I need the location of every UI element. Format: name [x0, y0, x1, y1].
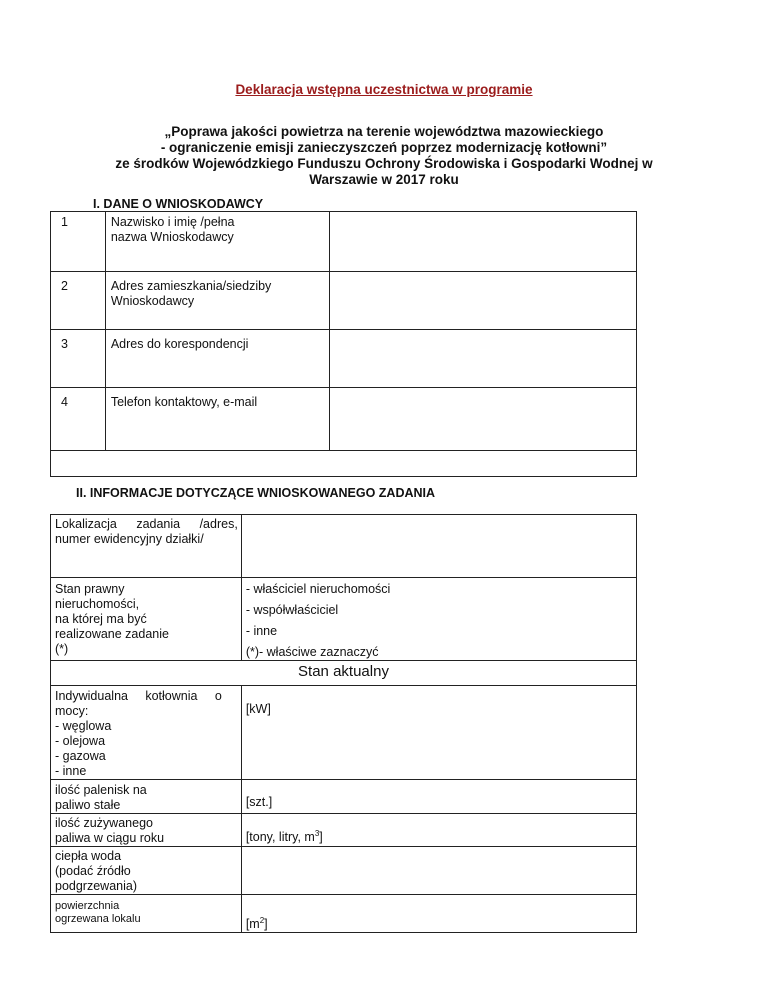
table-row — [51, 515, 637, 578]
label-line: na której ma być — [55, 612, 147, 626]
unit-bracket: ] — [319, 830, 323, 845]
section1-heading: I. DANE O WNIOSKODAWCY — [93, 197, 264, 211]
label-line: paliwa w ciągu roku — [55, 831, 165, 845]
label-line: paliwo stałe — [55, 798, 121, 812]
document-title: Deklaracja wstępna uczestnictwa w programie — [235, 82, 533, 97]
label-line: realizowane zadanie — [55, 627, 169, 641]
table-row — [51, 895, 637, 933]
label-line: nazwa Wnioskodawcy — [110, 230, 234, 244]
row-number: 1 — [51, 212, 106, 272]
location-field[interactable] — [241, 515, 636, 578]
unit-bracket: ] — [264, 917, 268, 932]
name-field[interactable] — [329, 212, 636, 272]
fuel-usage-field[interactable] — [241, 814, 636, 847]
label-line: ilość palenisk na — [55, 783, 147, 797]
fuel-label — [51, 814, 242, 847]
table-row — [51, 578, 637, 661]
label-line: Stan prawny — [55, 582, 125, 596]
table-row — [51, 686, 637, 780]
furnaces-label — [51, 780, 242, 814]
label-line: mocy: — [55, 704, 89, 718]
table-row — [51, 661, 637, 686]
label-line: Telefon kontaktowy, e-mail — [110, 395, 258, 409]
boiler-power-field[interactable] — [241, 686, 636, 780]
label-line: ilość zużywanego — [55, 816, 153, 830]
label-line: nieruchomości, — [55, 597, 140, 611]
label-line: Nazwisko i imię /pełna — [110, 215, 235, 229]
furnaces-count-field[interactable] — [241, 780, 636, 814]
row-label — [105, 212, 329, 272]
subtitle-line: - ograniczenie emisji zanieczyszczeń poprzez modernizację kotłowni” — [160, 140, 608, 155]
option-co-owner[interactable]: - współwłaściciel — [245, 603, 339, 617]
address-field[interactable] — [329, 272, 636, 330]
row-label — [105, 272, 329, 330]
boiler-label — [51, 686, 242, 780]
table-row — [51, 388, 637, 451]
option-other[interactable]: - inne — [245, 624, 278, 638]
unit-label — [246, 917, 268, 931]
subtitle-line: Warszawie w 2017 roku — [309, 172, 459, 187]
label-line: - inne — [55, 764, 87, 778]
option-owner[interactable]: - właściciel nieruchomości — [245, 582, 391, 596]
section2-heading: II. INFORMACJE DOTYCZĄCE WNIOSKOWANEGO ZADANIA — [76, 486, 436, 500]
label-line: ogrzewana lokalu — [55, 913, 141, 925]
area-label — [51, 895, 242, 933]
contact-field[interactable] — [329, 388, 636, 451]
task-information-table — [50, 514, 637, 933]
row-number: 2 — [51, 272, 106, 330]
table-row — [51, 451, 637, 477]
option-note: (*)- właściwe zaznaczyć — [245, 645, 379, 659]
row-label — [105, 330, 329, 388]
row-number: 3 — [51, 330, 106, 388]
label-line: Indywidualna kotłownia o — [55, 689, 222, 703]
hot-water-field[interactable] — [241, 847, 636, 895]
location-label — [51, 515, 242, 578]
applicant-data-table — [50, 211, 637, 477]
label-line: - gazowa — [55, 749, 106, 763]
label-line: (podać źródło — [55, 864, 131, 878]
unit-label — [246, 830, 323, 844]
table-row — [51, 212, 637, 272]
row-label — [105, 388, 329, 451]
label-line: Adres zamieszkania/siedziby — [110, 279, 272, 293]
label-line: ciepła woda — [55, 849, 122, 863]
table-row — [51, 847, 637, 895]
unit-exponent: 2 — [259, 916, 265, 925]
unit-text: [m — [245, 917, 260, 932]
hot-water-label — [51, 847, 242, 895]
label-line: Wnioskodawcy — [110, 294, 195, 308]
label-line: powierzchnia — [55, 900, 120, 912]
subtitle-line: „Poprawa jakości powietrza na terenie województwa mazowieckiego — [164, 124, 604, 139]
unit-label: [kW] — [245, 702, 271, 716]
label-line: Adres do korespondencji — [110, 337, 249, 351]
current-state-header: Stan aktualny — [51, 661, 637, 686]
label-line: podgrzewania) — [55, 879, 137, 893]
program-subtitle — [40, 124, 728, 188]
subtitle-line: ze środków Wojewódzkiego Funduszu Ochrony Środowiska i Gospodarki Wodnej w — [115, 156, 653, 171]
label-line: numer ewidencyjny działki/ — [55, 532, 204, 546]
blank-row — [51, 451, 637, 477]
legal-status-label — [51, 578, 242, 661]
unit-exponent: 3 — [314, 829, 320, 838]
legal-status-options — [241, 578, 636, 661]
unit-text: [tony, litry, m — [245, 830, 315, 845]
table-row — [51, 780, 637, 814]
unit-label: [szt.] — [245, 795, 273, 809]
label-line: Lokalizacja zadania /adres, — [55, 517, 238, 531]
heated-area-field[interactable] — [241, 895, 636, 933]
label-line: - olejowa — [55, 734, 106, 748]
row-number: 4 — [51, 388, 106, 451]
table-row — [51, 814, 637, 847]
label-line: - węglowa — [55, 719, 112, 733]
correspondence-address-field[interactable] — [329, 330, 636, 388]
table-row — [51, 272, 637, 330]
table-row — [51, 330, 637, 388]
label-line: (*) — [55, 642, 69, 656]
